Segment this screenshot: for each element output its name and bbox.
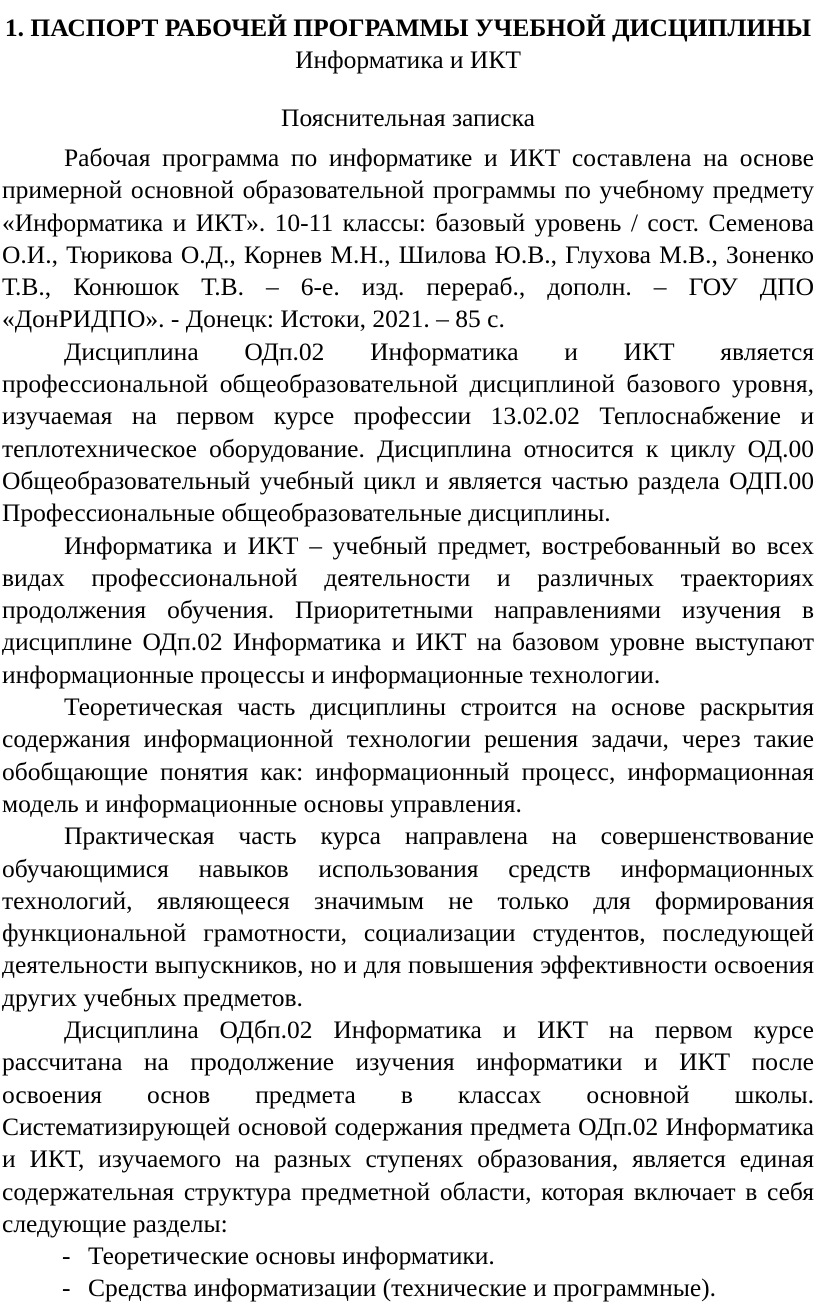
sections-list xyxy=(2,1240,814,1305)
paragraph-subject-role: Информатика и ИКТ – учебный предмет, востребованный во всех видах профессиональной деятельности и различных траекториях продолжения обучения. Приоритетными направлениями изучения в дисциплине ОДп.02 Информатика и ИКТ на базовом уровне выступают информационные процессы и информационные технологии. xyxy=(2,530,814,689)
paragraph-practical-part: Практическая часть курса направлена на совершенствование обучающимися навыков использования средств информационных технологий, являющееся значимым не только для формирования функциональной грамотности, социализации студентов, последующей деятельности выпускников, но и для повышения эффективности освоения других учебных предметов. xyxy=(2,821,814,1012)
document-subtitle: Информатика и ИКТ xyxy=(295,45,521,74)
list-item xyxy=(2,1272,814,1304)
document-body xyxy=(0,142,816,1305)
document-title: 1. ПАСПОРТ РАБОЧЕЙ ПРОГРАММЫ УЧЕБНОЙ ДИСЦИПЛИНЫ xyxy=(4,13,812,42)
list-item xyxy=(2,1240,814,1272)
list-item-text: Теоретические основы информатики. xyxy=(88,1241,495,1271)
paragraph-program-basis: Рабочая программа по информатике и ИКТ составлена на основе примерной основной образовательной программы по учебному предмету «Информатика и ИКТ». 10-11 классы: базовый уровень / сост. Семенова О.И., Тюрикова О.Д., Корнев М.Н., Шилова Ю.В., Глухова М.В., Зоненко Т.В., Конюшок Т.В. – 6-е. изд. перераб., дополн. – ГОУ ДПО «ДонРИДПО». - Донецк: Истоки, 2021. – 85 с. xyxy=(2,143,814,334)
list-marker: - xyxy=(62,1241,71,1271)
list-item-text: Средства информатизации (технические и программные). xyxy=(88,1273,717,1303)
section-heading: Пояснительная записка xyxy=(281,103,535,132)
document-page xyxy=(0,12,816,1305)
paragraph-course-structure: Дисциплина ОДбп.02 Информатика и ИКТ на первом курсе рассчитана на продолжение изучения информатики и ИКТ после освоения основ предмета в классах основной школы. Систематизирующей основой содержания предмета ОДп.02 Информатика и ИКТ, изучаемого на разных ступенях образования, является единая содержательная структура предметной области, которая включает в себя следующие разделы: xyxy=(2,1015,814,1238)
list-marker: - xyxy=(62,1273,71,1303)
paragraph-discipline-status: Дисциплина ОДп.02 Информатика и ИКТ является профессиональной общеобразовательной дисциплиной базового уровня, изучаемая на первом курсе профессии 13.02.02 Теплоснабжение и теплотехническое оборудование. Дисциплина относится к циклу ОД.00 Общеобразовательный учебный цикл и является частью раздела ОДП.00 Профессиональные общеобразовательные дисциплины. xyxy=(2,336,814,528)
paragraph-theoretical-part: Теоретическая часть дисциплины строится на основе раскрытия содержания информационной технологии решения задачи, через такие обобщающие понятия как: информационный процесс, информационная модель и информационные основы управления. xyxy=(2,692,814,818)
